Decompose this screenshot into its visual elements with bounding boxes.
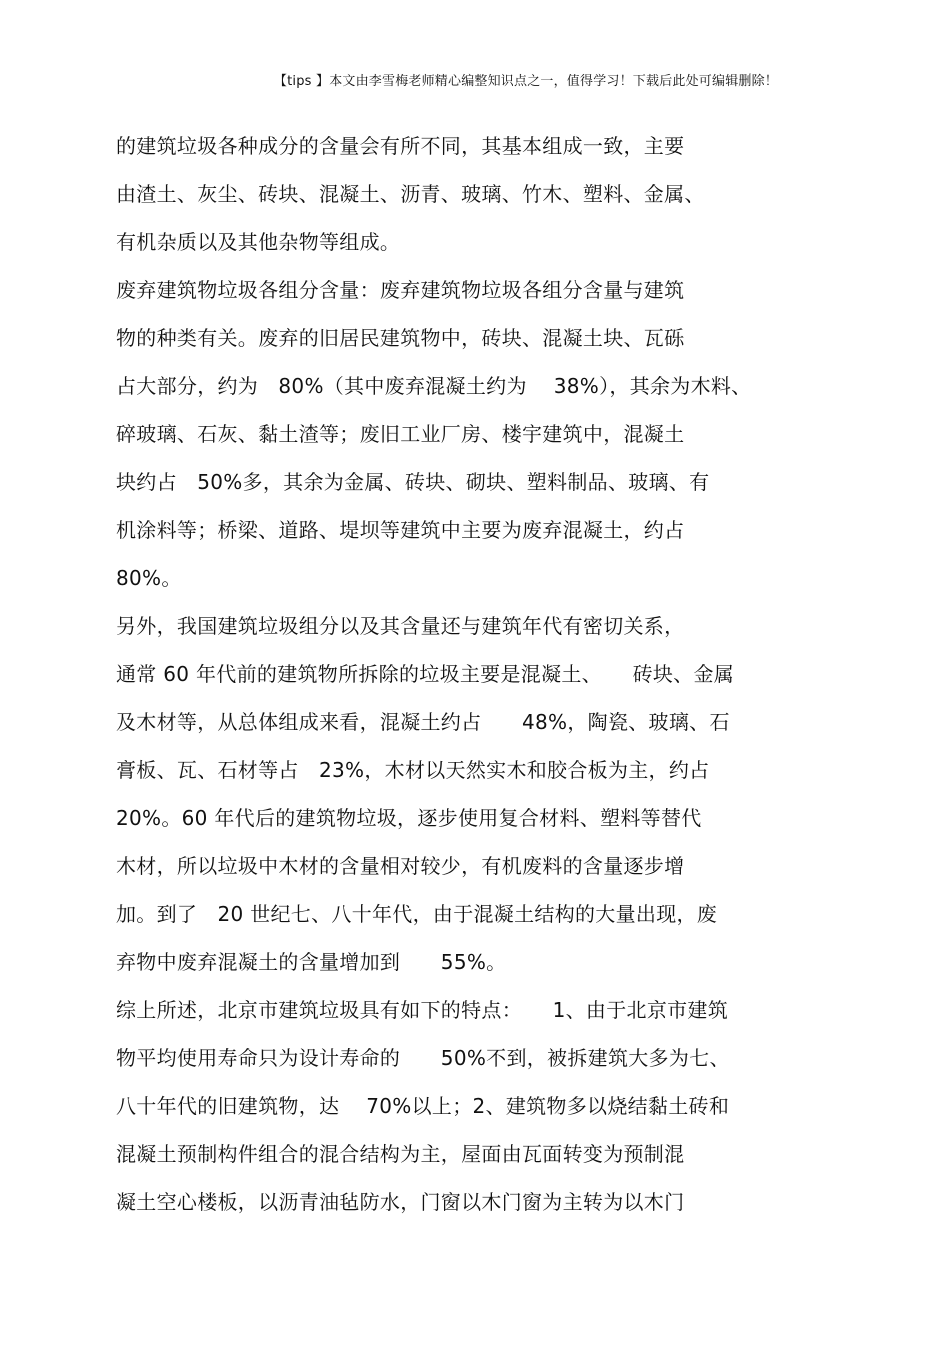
text-line-10: 80%。 [116,566,182,590]
text-line-11: 另外，我国建筑垃圾组分以及其含量还与建筑年代有密切关系， [116,614,685,638]
text-line-2: 由渣土、灰尘、砖块、混凝土、沥青、玻璃、竹木、塑料、金属、 [116,182,705,206]
header-tip: 【tips 】本文由李雪梅老师精心编整知识点之一，值得学习！下载后此处可编辑删除！ [273,74,778,89]
text-line-18: 弃物中废弃混凝土的含量增加到 55%。 [116,950,507,974]
text-line-16: 木材，所以垃圾中木材的含量相对较少，有机废料的含量逐步增 [116,854,685,878]
text-line-6: 占大部分，约为 80%（其中废弃混凝土约为 38%），其余为木料、 [116,374,752,398]
text-line-17: 加。到了 20 世纪七、八十年代，由于混凝土结构的大量出现，废 [116,902,718,926]
text-line-1: 的建筑垃圾各种成分的含量会有所不同，其基本组成一致，主要 [116,134,685,158]
text-line-21: 八十年代的旧建筑物，达 70%以上；2、建筑物多以烧结黏土砖和 [116,1094,730,1118]
text-line-9: 机涂料等；桥梁、道路、堤坝等建筑中主要为废弃混凝土，约占 [116,518,685,542]
text-line-19: 综上所述，北京市建筑垃圾具有如下的特点： 1、由于北京市建筑 [116,998,729,1022]
text-line-14: 膏板、瓦、石材等占 23%，木材以天然实木和胶合板为主，约占 [116,758,710,782]
text-line-20: 物平均使用寿命只为设计寿命的 50%不到，被拆建筑大多为七、 [116,1046,730,1070]
text-line-13: 及木材等，从总体组成来看，混凝土约占 48%，陶瓷、玻璃、石 [116,710,730,734]
text-line-22: 混凝土预制构件组合的混合结构为主，屋面由瓦面转变为预制混 [116,1142,685,1166]
text-line-5: 物的种类有关。废弃的旧居民建筑物中，砖块、混凝土块、瓦砾 [116,326,685,350]
text-line-4: 废弃建筑物垃圾各组分含量：废弃建筑物垃圾各组分含量与建筑 [116,278,685,302]
text-line-15: 20%。60 年代后的建筑物垃圾，逐步使用复合材料、塑料等替代 [116,806,702,830]
text-line-3: 有机杂质以及其他杂物等组成。 [116,230,401,254]
text-line-7: 碎玻璃、石灰、黏土渣等；废旧工业厂房、楼宇建筑中，混凝土 [116,422,685,446]
text-line-12: 通常 60 年代前的建筑物所拆除的垃圾主要是混凝土、 砖块、金属 [116,662,735,686]
text-line-23: 凝土空心楼板，以沥青油毡防水，门窗以木门窗为主转为以木门 [116,1190,685,1214]
text-line-8: 块约占 50%多，其余为金属、砖块、砌块、塑料制品、玻璃、有 [116,470,710,494]
body-text [116,128,836,1232]
